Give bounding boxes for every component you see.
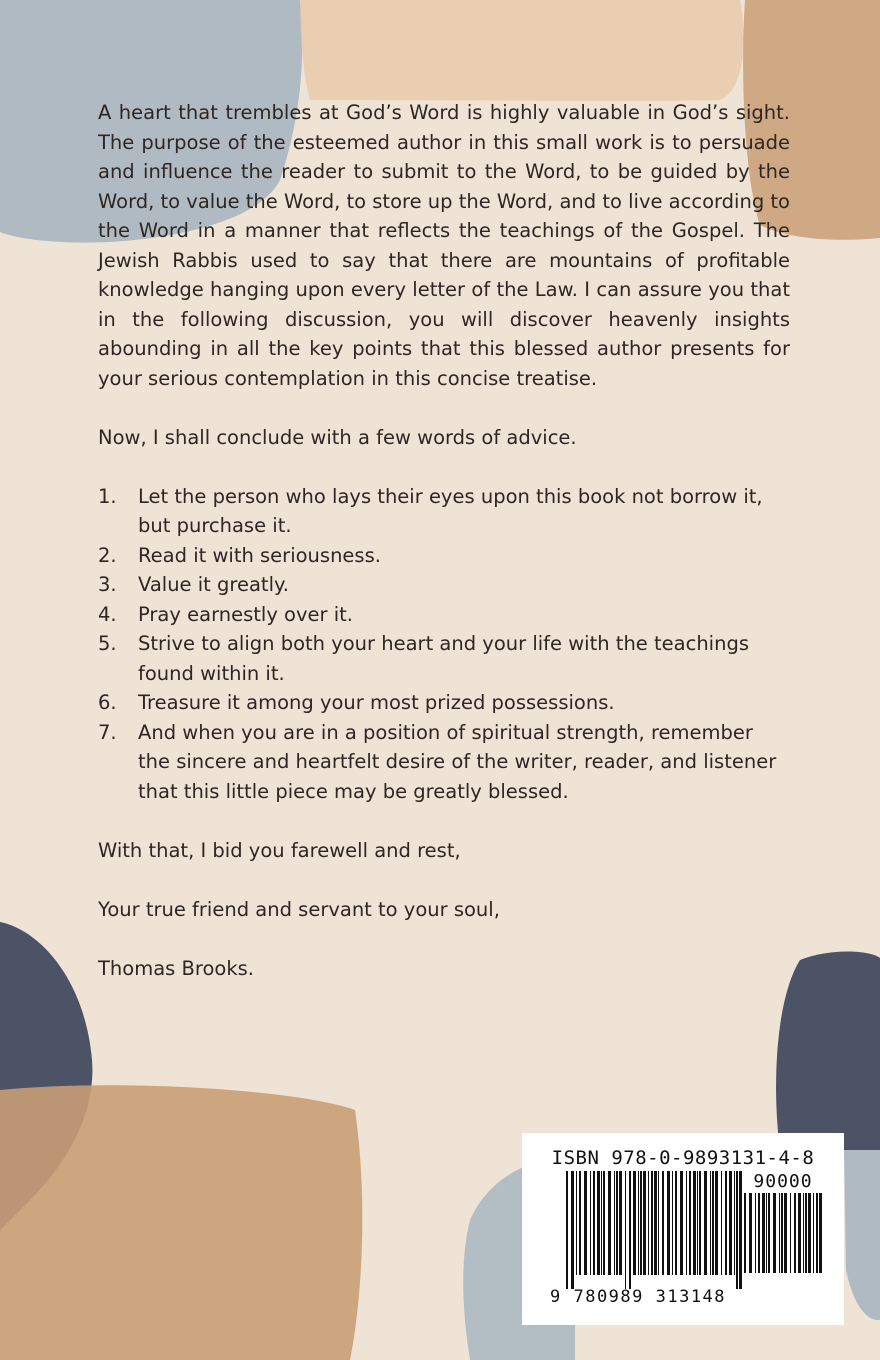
list-number: 6.	[98, 691, 117, 714]
barcode-bar	[629, 1171, 631, 1289]
list-item	[98, 629, 790, 688]
barcode-bar	[725, 1171, 727, 1275]
barcode-bar	[675, 1171, 677, 1275]
barcode-bar	[755, 1193, 756, 1273]
barcode-bar	[784, 1193, 787, 1273]
barcode-bar	[704, 1171, 707, 1275]
blue-blob-bottom-right	[844, 1150, 880, 1320]
addon-barcode-bars	[744, 1193, 822, 1287]
barcode-bar	[798, 1193, 801, 1273]
barcode-bar	[571, 1171, 574, 1289]
list-number: 7.	[98, 720, 117, 744]
navy-blob-right	[776, 952, 880, 1151]
barcode-bar	[680, 1171, 683, 1275]
barcode-bar	[808, 1193, 811, 1273]
barcode-bar	[593, 1171, 595, 1275]
list-item	[98, 688, 790, 718]
barcode-bar	[779, 1193, 780, 1273]
barcode-bar	[648, 1171, 649, 1275]
advice-lead: Now, I shall conclude with a few words of advice.	[98, 425, 577, 449]
list-text: Treasure it among your most prized possessions.	[138, 691, 615, 714]
price-code: 90000	[753, 1171, 813, 1192]
closing-line: Your true friend and servant to your soul,	[98, 897, 500, 921]
list-number: 5.	[98, 632, 117, 655]
tan-blob-bottom-left	[0, 1085, 362, 1360]
barcode-bar	[619, 1171, 622, 1275]
barcode-bar	[579, 1171, 581, 1275]
list-item	[98, 570, 790, 600]
barcode-bar	[790, 1193, 791, 1273]
barcode-bar	[721, 1171, 722, 1275]
list-item	[98, 600, 790, 630]
ean-barcode-bars	[566, 1171, 742, 1289]
barcode-bar	[651, 1171, 653, 1275]
list-text: Read it with seriousness.	[138, 543, 381, 567]
barcode-bar	[710, 1171, 711, 1275]
barcode-bar	[819, 1193, 822, 1273]
ean-digits: 9 780989 313148	[550, 1287, 727, 1307]
isbn-barcode	[522, 1133, 844, 1325]
intro-paragraph: A heart that trembles at God’s Word is highly valuable in God’s sight. The purpose of the esteemed author in this small work is to persuade and influence the reader to submit to the Word, to be guided by the Word, to value the Word, to store up the Word, and to live according to the Word in a manner that reflects the teachings of the Gospel. The Jewish Rabbis used to say that there are mountains of profitable knowledge hanging upon every letter of the Law. I can assure you that in the following discussion, you will discover heavenly insights abounding in all the key points that this blessed author presents for your serious contemplation in this concise treatise.	[98, 101, 790, 390]
advice-list	[98, 482, 790, 807]
barcode-bar	[739, 1171, 742, 1289]
barcode-bar	[734, 1171, 735, 1275]
barcode-bar	[773, 1193, 776, 1273]
list-number: 4.	[98, 602, 117, 626]
list-number: 2.	[98, 543, 117, 567]
barcode-bar	[693, 1171, 696, 1275]
barcode-bar	[633, 1171, 636, 1275]
barcode-bar	[805, 1193, 807, 1273]
list-number: 1.	[98, 484, 117, 508]
barcode-bar	[640, 1171, 642, 1275]
barcode-bar	[736, 1171, 738, 1289]
barcode-bar	[662, 1171, 664, 1275]
list-text: Value it greatly.	[138, 573, 289, 596]
farewell-line: With that, I bid you farewell and rest,	[98, 838, 461, 862]
barcode-bar	[601, 1171, 602, 1275]
list-number: 3.	[98, 573, 117, 596]
barcode-bar	[697, 1171, 698, 1275]
barcode-bar	[667, 1171, 670, 1275]
barcode-bar	[699, 1171, 701, 1275]
barcode-bar	[654, 1171, 657, 1275]
barcode-bar	[672, 1171, 673, 1275]
barcode-bar	[813, 1193, 814, 1273]
barcode-bar	[781, 1193, 783, 1273]
barcode-bar	[762, 1193, 765, 1273]
barcode-bar	[590, 1171, 591, 1275]
list-text: And when you are in a position of spiritual strength, remember the sincere and heartfelt desire of the writer, reader, and listener that this little piece may be greatly blessed.	[138, 720, 777, 803]
barcode-bar	[768, 1193, 770, 1273]
barcode-bar	[603, 1171, 605, 1275]
barcode-bar	[597, 1171, 600, 1275]
barcode-bar	[766, 1193, 767, 1273]
barcode-bar	[749, 1193, 752, 1273]
barcode-bar	[686, 1171, 687, 1275]
barcode-bar	[744, 1193, 746, 1273]
isbn-label: ISBN 978-0-9893131-4-8	[551, 1147, 815, 1169]
list-item	[98, 482, 790, 541]
list-item	[98, 541, 790, 571]
list-text: Pray earnestly over it.	[138, 602, 354, 626]
barcode-bar	[616, 1171, 618, 1275]
barcode-bar	[643, 1171, 646, 1275]
barcode-bar	[758, 1193, 760, 1273]
barcode-bar	[803, 1193, 804, 1273]
barcode-bar	[689, 1171, 691, 1275]
barcode-bar	[794, 1193, 796, 1273]
barcode-bar	[658, 1171, 659, 1275]
barcode-bar	[584, 1171, 587, 1275]
back-cover-text	[98, 98, 790, 983]
barcode-bar	[729, 1171, 732, 1275]
list-text: Strive to align both your heart and your life with the teachings found within it.	[138, 632, 749, 685]
barcode-bar	[715, 1171, 718, 1275]
barcode-bar	[712, 1171, 714, 1275]
barcode-bar	[614, 1171, 615, 1275]
barcode-bar	[816, 1193, 818, 1273]
signature: Thomas Brooks.	[98, 956, 254, 980]
barcode-bar	[608, 1171, 611, 1275]
peach-blob-top	[300, 0, 744, 101]
barcode-bar	[625, 1171, 626, 1289]
list-item	[98, 718, 790, 807]
list-text: Let the person who lays their eyes upon this book not borrow it, but purchase it.	[138, 484, 763, 537]
barcode-bar	[638, 1171, 639, 1275]
barcode-bar	[576, 1171, 577, 1275]
barcode-bar	[566, 1171, 568, 1289]
